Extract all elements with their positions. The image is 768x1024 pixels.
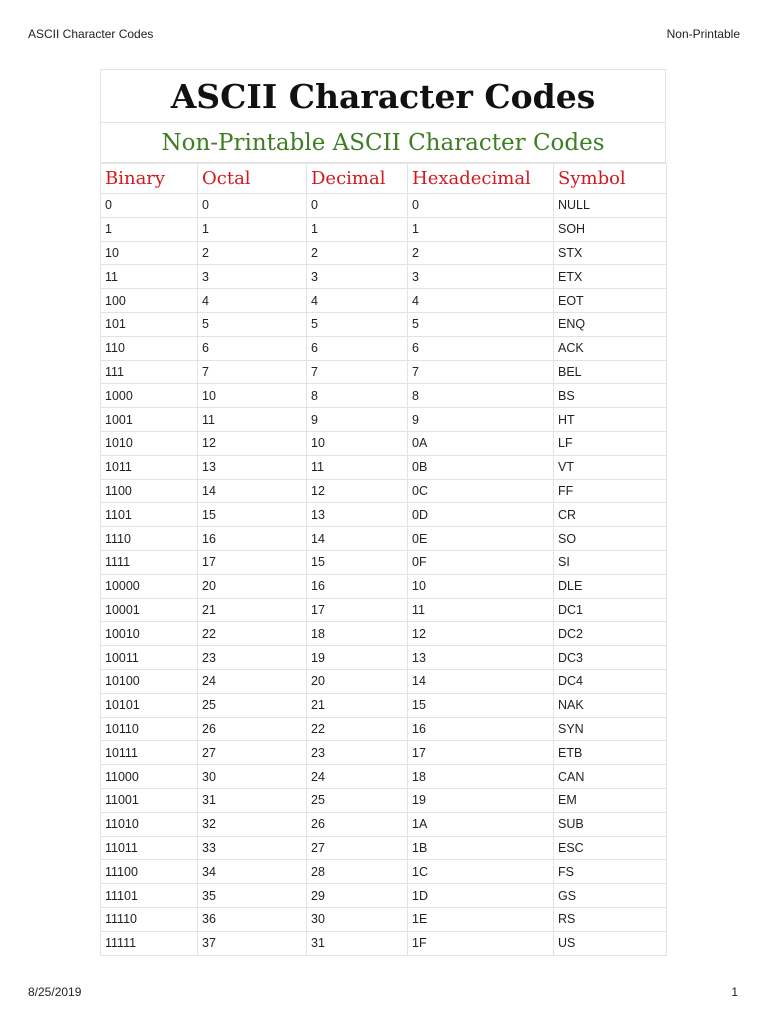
table-row bbox=[101, 312, 667, 336]
cell-hexadecimal: 6 bbox=[408, 336, 554, 360]
cell-binary: 11110 bbox=[101, 907, 198, 931]
table-row bbox=[101, 408, 667, 432]
column-header-binary: Binary bbox=[101, 164, 198, 194]
table-row bbox=[101, 884, 667, 908]
cell-symbol: ACK bbox=[554, 336, 667, 360]
cell-symbol: SUB bbox=[554, 812, 667, 836]
cell-symbol: GS bbox=[554, 884, 667, 908]
cell-symbol: STX bbox=[554, 241, 667, 265]
cell-decimal: 8 bbox=[307, 384, 408, 408]
cell-hexadecimal: 8 bbox=[408, 384, 554, 408]
cell-decimal: 18 bbox=[307, 622, 408, 646]
cell-symbol: SOH bbox=[554, 217, 667, 241]
cell-binary: 10101 bbox=[101, 693, 198, 717]
table-row bbox=[101, 194, 667, 218]
cell-symbol: LF bbox=[554, 431, 667, 455]
cell-symbol: ESC bbox=[554, 836, 667, 860]
cell-octal: 0 bbox=[198, 194, 307, 218]
cell-symbol: BS bbox=[554, 384, 667, 408]
cell-symbol: DLE bbox=[554, 574, 667, 598]
cell-octal: 7 bbox=[198, 360, 307, 384]
cell-symbol: EM bbox=[554, 788, 667, 812]
cell-binary: 11 bbox=[101, 265, 198, 289]
cell-hexadecimal: 14 bbox=[408, 669, 554, 693]
cell-octal: 23 bbox=[198, 646, 307, 670]
cell-octal: 4 bbox=[198, 289, 307, 313]
cell-hexadecimal: 0B bbox=[408, 455, 554, 479]
cell-binary: 1100 bbox=[101, 479, 198, 503]
cell-decimal: 6 bbox=[307, 336, 408, 360]
table-body bbox=[101, 194, 667, 956]
table-row bbox=[101, 384, 667, 408]
cell-binary: 11100 bbox=[101, 860, 198, 884]
cell-binary: 1101 bbox=[101, 503, 198, 527]
cell-decimal: 28 bbox=[307, 860, 408, 884]
cell-hexadecimal: 0 bbox=[408, 194, 554, 218]
cell-hexadecimal: 11 bbox=[408, 598, 554, 622]
cell-octal: 26 bbox=[198, 717, 307, 741]
column-header-octal: Octal bbox=[198, 164, 307, 194]
table-row bbox=[101, 431, 667, 455]
cell-decimal: 5 bbox=[307, 312, 408, 336]
cell-binary: 10100 bbox=[101, 669, 198, 693]
cell-symbol: US bbox=[554, 931, 667, 955]
cell-binary: 10011 bbox=[101, 646, 198, 670]
cell-symbol: HT bbox=[554, 408, 667, 432]
cell-hexadecimal: 12 bbox=[408, 622, 554, 646]
cell-hexadecimal: 15 bbox=[408, 693, 554, 717]
cell-binary: 10000 bbox=[101, 574, 198, 598]
cell-binary: 10010 bbox=[101, 622, 198, 646]
cell-decimal: 1 bbox=[307, 217, 408, 241]
cell-octal: 30 bbox=[198, 765, 307, 789]
cell-octal: 32 bbox=[198, 812, 307, 836]
cell-decimal: 22 bbox=[307, 717, 408, 741]
cell-decimal: 3 bbox=[307, 265, 408, 289]
cell-hexadecimal: 13 bbox=[408, 646, 554, 670]
table-row bbox=[101, 574, 667, 598]
cell-binary: 1001 bbox=[101, 408, 198, 432]
cell-octal: 3 bbox=[198, 265, 307, 289]
table-row bbox=[101, 360, 667, 384]
cell-symbol: DC2 bbox=[554, 622, 667, 646]
cell-symbol: DC4 bbox=[554, 669, 667, 693]
table-row bbox=[101, 455, 667, 479]
table-header-row bbox=[101, 164, 667, 194]
document-title: ASCII Character Codes bbox=[100, 69, 666, 123]
table-row bbox=[101, 669, 667, 693]
cell-octal: 25 bbox=[198, 693, 307, 717]
cell-decimal: 24 bbox=[307, 765, 408, 789]
cell-octal: 20 bbox=[198, 574, 307, 598]
cell-octal: 10 bbox=[198, 384, 307, 408]
cell-hexadecimal: 16 bbox=[408, 717, 554, 741]
cell-binary: 111 bbox=[101, 360, 198, 384]
table-row bbox=[101, 550, 667, 574]
cell-hexadecimal: 7 bbox=[408, 360, 554, 384]
cell-symbol: RS bbox=[554, 907, 667, 931]
cell-binary: 10110 bbox=[101, 717, 198, 741]
table-row bbox=[101, 646, 667, 670]
cell-decimal: 16 bbox=[307, 574, 408, 598]
cell-decimal: 25 bbox=[307, 788, 408, 812]
cell-binary: 1 bbox=[101, 217, 198, 241]
cell-symbol: DC3 bbox=[554, 646, 667, 670]
table-row bbox=[101, 907, 667, 931]
cell-decimal: 26 bbox=[307, 812, 408, 836]
cell-symbol: NAK bbox=[554, 693, 667, 717]
table-row bbox=[101, 479, 667, 503]
cell-symbol: ETB bbox=[554, 741, 667, 765]
cell-octal: 6 bbox=[198, 336, 307, 360]
cell-decimal: 11 bbox=[307, 455, 408, 479]
cell-binary: 10 bbox=[101, 241, 198, 265]
cell-decimal: 30 bbox=[307, 907, 408, 931]
cell-decimal: 9 bbox=[307, 408, 408, 432]
table-row bbox=[101, 336, 667, 360]
cell-decimal: 20 bbox=[307, 669, 408, 693]
cell-symbol: SI bbox=[554, 550, 667, 574]
column-header-hexadecimal: Hexadecimal bbox=[408, 164, 554, 194]
cell-symbol: ETX bbox=[554, 265, 667, 289]
cell-hexadecimal: 0D bbox=[408, 503, 554, 527]
cell-decimal: 17 bbox=[307, 598, 408, 622]
cell-octal: 15 bbox=[198, 503, 307, 527]
cell-decimal: 27 bbox=[307, 836, 408, 860]
cell-hexadecimal: 18 bbox=[408, 765, 554, 789]
cell-symbol: FS bbox=[554, 860, 667, 884]
table-row bbox=[101, 860, 667, 884]
cell-hexadecimal: 2 bbox=[408, 241, 554, 265]
cell-binary: 10111 bbox=[101, 741, 198, 765]
cell-hexadecimal: 0F bbox=[408, 550, 554, 574]
cell-hexadecimal: 5 bbox=[408, 312, 554, 336]
cell-octal: 12 bbox=[198, 431, 307, 455]
table-row bbox=[101, 717, 667, 741]
cell-decimal: 2 bbox=[307, 241, 408, 265]
cell-binary: 100 bbox=[101, 289, 198, 313]
cell-decimal: 0 bbox=[307, 194, 408, 218]
cell-hexadecimal: 4 bbox=[408, 289, 554, 313]
cell-binary: 11001 bbox=[101, 788, 198, 812]
cell-decimal: 12 bbox=[307, 479, 408, 503]
table-row bbox=[101, 812, 667, 836]
cell-decimal: 19 bbox=[307, 646, 408, 670]
cell-symbol: NULL bbox=[554, 194, 667, 218]
cell-hexadecimal: 1D bbox=[408, 884, 554, 908]
table-row bbox=[101, 622, 667, 646]
cell-hexadecimal: 1 bbox=[408, 217, 554, 241]
table-row bbox=[101, 836, 667, 860]
cell-symbol: CR bbox=[554, 503, 667, 527]
cell-decimal: 10 bbox=[307, 431, 408, 455]
cell-symbol: EOT bbox=[554, 289, 667, 313]
cell-octal: 34 bbox=[198, 860, 307, 884]
cell-binary: 1000 bbox=[101, 384, 198, 408]
cell-symbol: BEL bbox=[554, 360, 667, 384]
cell-octal: 33 bbox=[198, 836, 307, 860]
cell-binary: 1111 bbox=[101, 550, 198, 574]
cell-binary: 10001 bbox=[101, 598, 198, 622]
cell-decimal: 4 bbox=[307, 289, 408, 313]
ascii-table-sheet bbox=[100, 69, 666, 956]
cell-decimal: 7 bbox=[307, 360, 408, 384]
cell-hexadecimal: 1E bbox=[408, 907, 554, 931]
cell-octal: 31 bbox=[198, 788, 307, 812]
cell-decimal: 21 bbox=[307, 693, 408, 717]
cell-decimal: 31 bbox=[307, 931, 408, 955]
column-header-symbol: Symbol bbox=[554, 164, 667, 194]
cell-hexadecimal: 17 bbox=[408, 741, 554, 765]
cell-binary: 11000 bbox=[101, 765, 198, 789]
cell-hexadecimal: 1F bbox=[408, 931, 554, 955]
document-subtitle: Non-Printable ASCII Character Codes bbox=[100, 123, 666, 163]
print-footer-page-number: 1 bbox=[731, 985, 738, 999]
cell-octal: 5 bbox=[198, 312, 307, 336]
column-header-decimal: Decimal bbox=[307, 164, 408, 194]
cell-symbol: VT bbox=[554, 455, 667, 479]
cell-binary: 101 bbox=[101, 312, 198, 336]
cell-octal: 1 bbox=[198, 217, 307, 241]
cell-decimal: 15 bbox=[307, 550, 408, 574]
cell-octal: 37 bbox=[198, 931, 307, 955]
print-header-title: ASCII Character Codes bbox=[28, 27, 154, 41]
cell-octal: 21 bbox=[198, 598, 307, 622]
table-row bbox=[101, 741, 667, 765]
print-header-section: Non-Printable bbox=[666, 27, 740, 41]
cell-hexadecimal: 3 bbox=[408, 265, 554, 289]
cell-hexadecimal: 9 bbox=[408, 408, 554, 432]
cell-hexadecimal: 1B bbox=[408, 836, 554, 860]
cell-hexadecimal: 10 bbox=[408, 574, 554, 598]
cell-hexadecimal: 1C bbox=[408, 860, 554, 884]
cell-decimal: 13 bbox=[307, 503, 408, 527]
table-row bbox=[101, 598, 667, 622]
table-row bbox=[101, 527, 667, 551]
table-row bbox=[101, 765, 667, 789]
cell-symbol: CAN bbox=[554, 765, 667, 789]
table-row bbox=[101, 217, 667, 241]
cell-symbol: SO bbox=[554, 527, 667, 551]
cell-hexadecimal: 0A bbox=[408, 431, 554, 455]
cell-octal: 11 bbox=[198, 408, 307, 432]
table-row bbox=[101, 931, 667, 955]
cell-binary: 1011 bbox=[101, 455, 198, 479]
cell-octal: 2 bbox=[198, 241, 307, 265]
cell-hexadecimal: 1A bbox=[408, 812, 554, 836]
print-footer-date: 8/25/2019 bbox=[28, 985, 82, 999]
cell-symbol: SYN bbox=[554, 717, 667, 741]
cell-binary: 1110 bbox=[101, 527, 198, 551]
table-row bbox=[101, 788, 667, 812]
table-row bbox=[101, 289, 667, 313]
cell-binary: 11011 bbox=[101, 836, 198, 860]
table-row bbox=[101, 265, 667, 289]
cell-binary: 11111 bbox=[101, 931, 198, 955]
cell-hexadecimal: 0C bbox=[408, 479, 554, 503]
cell-binary: 1010 bbox=[101, 431, 198, 455]
cell-octal: 27 bbox=[198, 741, 307, 765]
cell-octal: 16 bbox=[198, 527, 307, 551]
cell-decimal: 14 bbox=[307, 527, 408, 551]
cell-hexadecimal: 0E bbox=[408, 527, 554, 551]
cell-symbol: FF bbox=[554, 479, 667, 503]
cell-decimal: 29 bbox=[307, 884, 408, 908]
cell-octal: 14 bbox=[198, 479, 307, 503]
cell-symbol: ENQ bbox=[554, 312, 667, 336]
cell-hexadecimal: 19 bbox=[408, 788, 554, 812]
cell-binary: 0 bbox=[101, 194, 198, 218]
cell-octal: 35 bbox=[198, 884, 307, 908]
cell-binary: 11010 bbox=[101, 812, 198, 836]
cell-octal: 17 bbox=[198, 550, 307, 574]
ascii-code-table bbox=[100, 163, 667, 956]
cell-binary: 110 bbox=[101, 336, 198, 360]
cell-octal: 13 bbox=[198, 455, 307, 479]
table-row bbox=[101, 241, 667, 265]
cell-octal: 22 bbox=[198, 622, 307, 646]
cell-symbol: DC1 bbox=[554, 598, 667, 622]
cell-decimal: 23 bbox=[307, 741, 408, 765]
cell-binary: 11101 bbox=[101, 884, 198, 908]
cell-octal: 36 bbox=[198, 907, 307, 931]
table-row bbox=[101, 503, 667, 527]
table-row bbox=[101, 693, 667, 717]
cell-octal: 24 bbox=[198, 669, 307, 693]
